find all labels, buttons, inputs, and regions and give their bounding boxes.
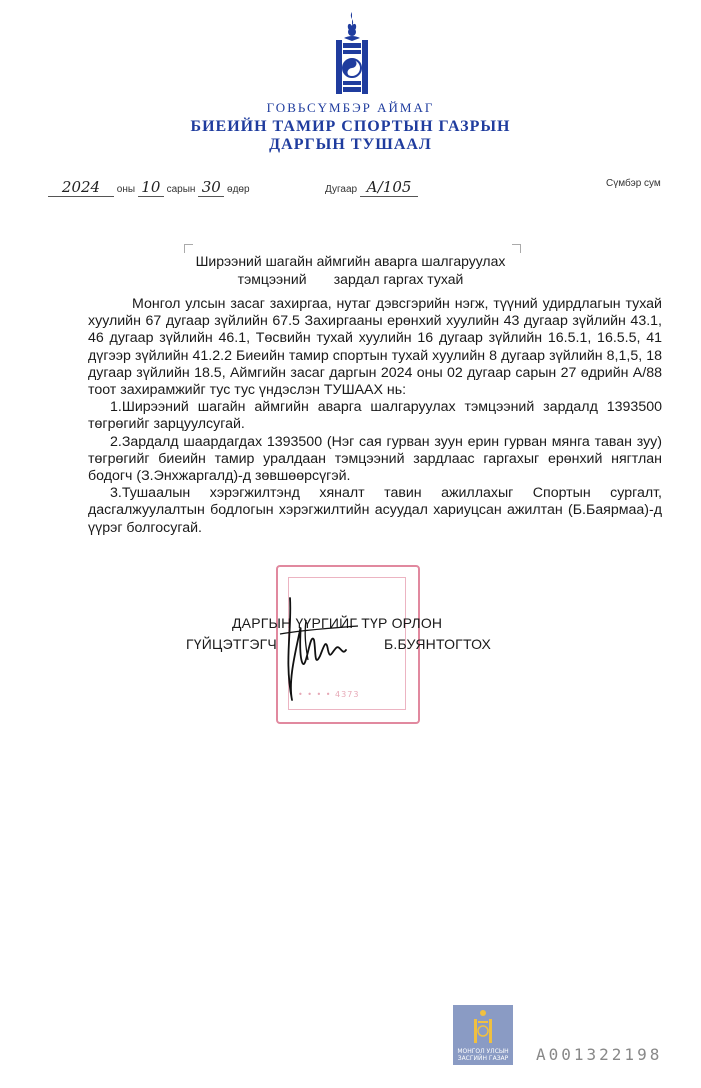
registry-number: A001322198 [536,1045,663,1064]
order-number-field [325,178,418,197]
region-name: ГОВЬСҮМБЭР АЙМАГ [266,100,435,115]
date-month: 10 [138,178,164,197]
order-item-1: 1.Ширээний шагайн аймгийн аварга шалгаруулах тэмцээний зардалд 1393500 төгрөгийг зарцуулсугай. [88,399,662,433]
signatory-title-line-2: ГҮЙЦЭТГЭГЧ [186,636,277,652]
stamp-faint-text: • • • • 4373 [298,690,360,699]
date-day: 30 [198,178,224,197]
date-month-suffix: сарын [166,184,196,195]
government-badge-label [453,1048,513,1062]
signatory-title-line-1: ДАРГЫН ҮҮРГИЙГ ТҮР ОРЛОН [232,615,443,631]
order-item-2: 2.Зардалд шаардагдах 1393500 (Нэг сая гурван зуун ерин гурван мянга таван зуу) төгрөгийг биеийн тамир уралдаан тэмцээний зардлаас гаргахыг ерөнхий нягтлан бодогч (З.Энхжаргалд)-д зөвшөөрсүгэй. [88,433,662,485]
organization-name: БИЕИЙН ТАМИР СПОРТЫН ГАЗРЫН [190,118,511,135]
preamble-paragraph: Монгол улсын засаг захиргаа, нутаг дэвсгэрийн нэгж, түүний удирдлагын тухай хуулийн 67 дугаар зүйлийн 67.5 Захиргааны ерөнхий хуулийн 43 дугаар зүйлийн 43.1, 46 дугаар зүйлийн 46.1, Төсвийн тухай хуулийн 16 дугаар зүйлийн 16.5.1, 16.5.5, 41 дүгээр зүйлийн 41.2.2 Биеийн тамир спортын тухай хуулийн 8 дугаар зүйлийн 8,1,5, 18 дугаар зүйлийн 18.5, Аймгийн засаг даргын 2024 оны 02 дугаар сарын 27 өдрийн А/88 тоот захирамжийг тус тус үндэслэн ТУШААХ нь: [88,296,662,399]
date-field [48,178,250,197]
badge-line-2: ЗАСГИЙН ГАЗАР [457,1055,509,1062]
order-number: А/105 [360,178,418,197]
document-body [88,296,662,537]
date-year-suffix: оны [116,184,136,195]
title-line-1: Ширээний шагайн аймгийн аварга шалгаруулах [195,253,506,269]
date-year: 2024 [48,178,114,197]
date-day-suffix: өдөр [227,184,250,195]
order-item-3: 3.Тушаалын хэрэгжилтэнд хяналт тавин ажиллахыг Спортын сургалт, дасгалжуулалтын бодлогын хэрэгжилтийн асуудал хариуцсан ажилтан (Б.Баярмаа)-д үүрэг болгосугай. [88,485,662,536]
order-number-prefix: Дугаар [325,184,358,195]
signatory-name: Б.БУЯНТОГТОХ [384,636,492,652]
document-type: ДАРГЫН ТУШААЛ [269,136,432,153]
soyombo-emblem-icon [330,10,374,100]
place-name: Сүмбэр сум [606,178,661,189]
badge-line-1: МОНГОЛ УЛСЫН [457,1048,509,1055]
title-line-2: тэмцээний зардал гаргах тухай [237,271,464,287]
handwritten-signature [262,590,372,715]
document-title [0,252,701,288]
government-emblem-icon [472,1009,494,1045]
